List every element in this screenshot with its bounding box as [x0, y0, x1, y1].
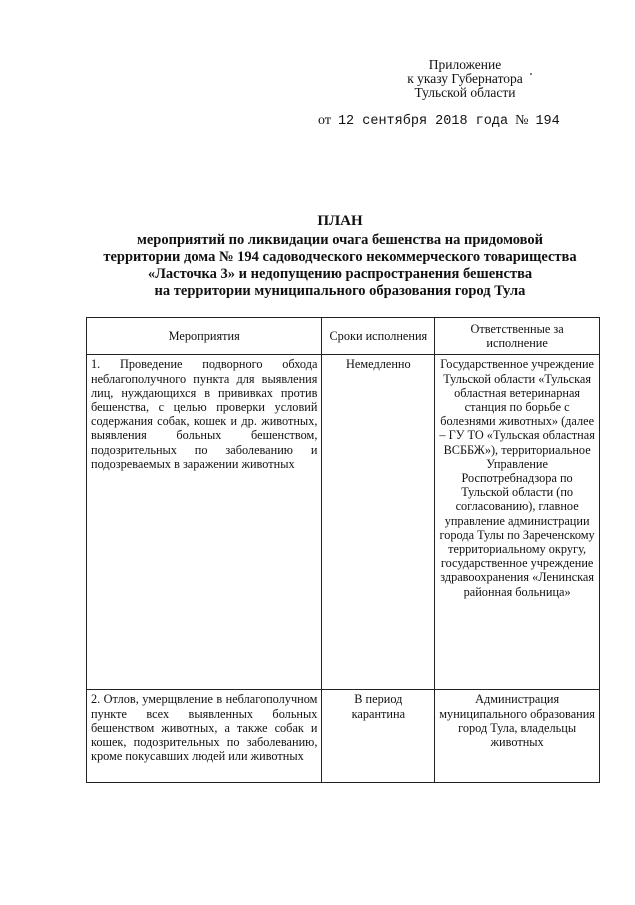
responsible-cell: Государственное учреждение Тульской области «Тульская областная ветеринарная станция по борьбе с болезнями животных» (далее – ГУ ТО «Тульская областная ВСББЖ»), территориальное Управление Роспотребнадзора по Тульской области (по согласованию), главное управление администрации города Тулы по Зареченскому территориальному округу, государственное учреждение здравоохранения «Ленинская районная больница»: [435, 355, 600, 690]
appendix-block: [355, 58, 575, 100]
dateline: [318, 113, 560, 129]
decree-number: 194: [535, 114, 560, 129]
document-title: [70, 213, 610, 300]
title-line-2: территории дома № 194 садоводческого некоммерческого товарищества: [103, 249, 577, 265]
title-line-4: на территории муниципального образования город Тула: [154, 283, 526, 299]
table-header-row: [87, 318, 600, 355]
appendix-line-3: Тульской области: [414, 85, 516, 100]
header-terms: Сроки исполнения: [322, 318, 435, 355]
title-plan: ПЛАН: [317, 213, 363, 229]
table-row: [87, 355, 600, 690]
term-cell: В период карантина: [322, 690, 435, 783]
header-responsible: Ответственные за исполнение: [435, 318, 600, 355]
decree-number-label: №: [515, 113, 529, 128]
responsible-cell: Администрация муниципального образования город Тула, владельцы животных: [435, 690, 600, 783]
title-line-1: мероприятий по ликвидации очага бешенства на придомовой: [136, 232, 543, 248]
measure-cell: 1. Проведение подворного обхода неблагополучного пункта для выявления лиц, нуждающихся в прививках против бешенства, с целью проверки условий содержания собак, кошек и др. животных, выявления больных бешенством, подозрительных по заболеванию и подозреваемых в заражении животных: [87, 355, 322, 690]
title-line-3: «Ласточка 3» и недопущению распространения бешенства: [147, 266, 533, 282]
scan-dot: [530, 73, 532, 75]
decree-date: 12 сентября 2018 года: [337, 114, 509, 129]
table-row: [87, 690, 600, 783]
header-measures: Мероприятия: [87, 318, 322, 355]
date-from-label: от: [318, 113, 331, 128]
term-cell: Немедленно: [322, 355, 435, 690]
measure-cell: 2. Отлов, умерщвление в неблагополучном пункте всех выявленных больных бешенством животных, а также собак и кошек, подозрительных по заболеванию, кроме покусавших людей или животных: [87, 690, 322, 783]
appendix-line-1: Приложение: [428, 57, 502, 72]
plan-table: [86, 317, 600, 783]
appendix-line-2: к указу Губернатора: [407, 71, 523, 86]
